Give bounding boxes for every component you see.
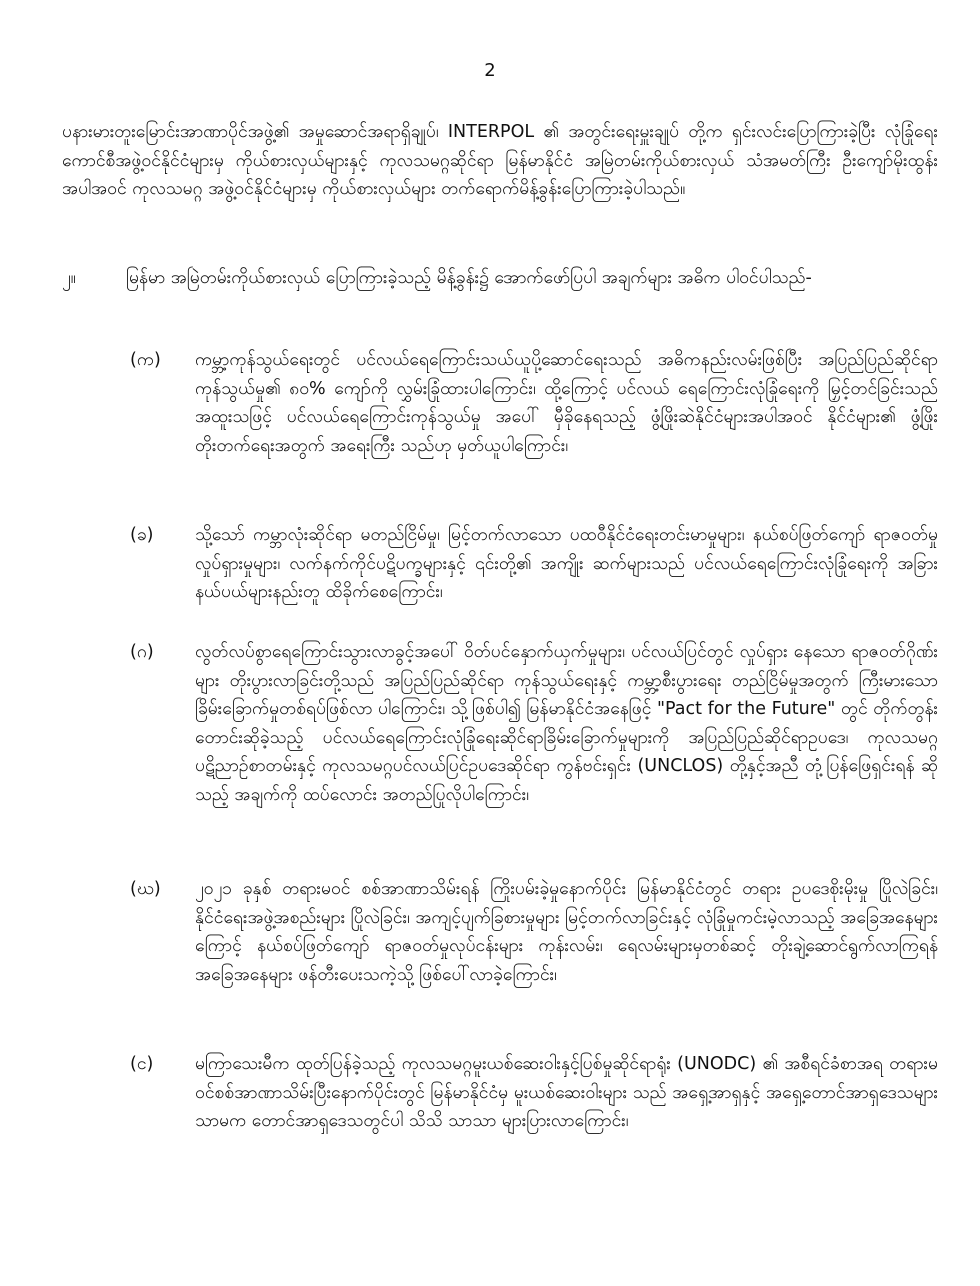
- list-item-text: လွတ်လပ်စွာရေကြောင်းသွားလာခွင့်အပေါ် ဝိတ်ပင်နှောက်ယှက်မှုများ၊ ပင်လယ်ပြင်တွင် လှုပ်ရှား နေသော ရာဇဝတ်ဂိုဏ်းများ တိုးပွားလာခြင်းတို့သည် အပြည်ပြည်ဆိုင်ရာ ကုန်သွယ်ရေးနှင့် ကမ္ဘာ့စီးပွားရေး တည်ငြိမ်မှုအတွက် ကြီးမားသော ခြိမ်းခြောက်မှုတစ်ရပ်ဖြစ်လာ ပါကြောင်း၊ သို့ဖြစ်ပါ၍ မြန်မာနိုင်ငံအနေဖြင့် "Pact for the Future" တွင် တိုက်တွန်းတောင်းဆိုခဲ့သည့် ပင်လယ်ရေကြောင်းလုံခြုံရေးဆိုင်ရာခြိမ်းခြောက်မှုများကို အပြည်ပြည်ဆိုင်ရာဥပဒေ၊ ကုလသမဂ္ဂ ပဋိညာဉ်စာတမ်းနှင့် ကုလသမဂ္ဂပင်လယ်ပြင်ဥပဒေဆိုင်ရာ ကွန်ဗင်းရှင်း (UNCLOS) တို့နှင့်အညီ တုံ့ပြန်ဖြေရှင်းရန် ဆိုသည့် အချက်ကို ထပ်လောင်း အတည်ပြုလိုပါကြောင်း၊: [195, 642, 938, 805]
- list-item-label: (ဃ): [130, 879, 161, 899]
- list-item-label: (ဂ): [130, 642, 154, 662]
- list-item-text: ကမ္ဘာ့ကုန်သွယ်ရေးတွင် ပင်လယ်ရေကြောင်းသယ်ယူပို့ဆောင်ရေးသည် အဓိကနည်းလမ်းဖြစ်ပြီး အပြည်ပြည်ဆိုင်ရာကုန်သွယ်မှု၏ ၈၀% ကျော်ကို လွှမ်းခြုံထားပါကြောင်း၊ ထို့ကြောင့် ပင်လယ် ရေကြောင်းလုံခြုံရေးကို မြှင့်တင်ခြင်းသည် အထူးသဖြင့် ပင်လယ်ရေကြောင်းကုန်သွယ်မှု အပေါ် မှီခိုနေရသည့် ဖွံ့ဖြိုးဆဲနိုင်ငံများအပါအဝင် နိုင်ငံများ၏ ဖွံ့ဖြိုးတိုးတက်ရေးအတွက် အရေးကြီး သည်ဟု မှတ်ယူပါကြောင်း၊: [195, 350, 938, 456]
- list-item-text: မကြာသေးမီက ထုတ်ပြန်ခဲ့သည့် ကုလသမဂ္ဂမူးယစ်ဆေးဝါးနှင့်ပြစ်မှုဆိုင်ရာရုံး (UNODC) ၏ အစီရင်ခံစာအရ တရားမဝင်စစ်အာဏာသိမ်းပြီးနောက်ပိုင်းတွင် မြန်မာနိုင်ငံမှ မူးယစ်ဆေးဝါးများ သည် အရှေ့အာရှနှင့် အရှေ့တောင်အာရှဒေသများသာမက တောင်အာရှဒေသတွင်ပါ သိသိ သာသာ များပြားလာကြောင်း၊: [195, 1054, 938, 1131]
- point-2-number: ၂။: [62, 268, 76, 288]
- list-item-text: ၂၀၂၁ ခုနှစ် တရားမဝင် စစ်အာဏာသိမ်းရန် ကြိုးပမ်းခဲ့မှုနောက်ပိုင်း မြန်မာနိုင်ငံတွင် တရား ဥပဒေစိုးမိုးမှု ပြိုလဲခြင်း၊ နိုင်ငံရေးအဖွဲ့အစည်းများ ပြိုလဲခြင်း၊ အကျင့်ပျက်ခြစားမှုများ မြင့်တက်လာခြင်းနှင့် လုံခြုံမှုကင်းမဲ့လာသည့် အခြေအနေများကြောင့် နယ်စပ်ဖြတ်ကျော် ရာဇဝတ်မှုလုပ်ငန်းများ ကုန်းလမ်း၊ ရေလမ်းများမှတစ်ဆင့် တိုးချဲ့ဆောင်ရွက်လာကြရန် အခြေအနေများ ဖန်တီးပေးသကဲ့သို့ ဖြစ်ပေါ်လာခဲ့ကြောင်း၊: [195, 879, 938, 985]
- list-item-label: (င): [130, 1054, 154, 1074]
- intro-paragraph: ပနားမားတူးမြောင်းအာဏာပိုင်အဖွဲ့၏ အမှုဆောင်အရာရှိချုပ်၊ INTERPOL ၏ အတွင်းရေးမှူးချုပ် တို့က ရှင်းလင်းပြောကြားခဲ့ပြီး လုံခြုံရေးကောင်စီအဖွဲ့ဝင်နိုင်ငံများမှ ကိုယ်စားလှယ်များနှင့် ကုလသမဂ္ဂဆိုင်ရာ မြန်မာနိုင်ငံ အမြဲတမ်းကိုယ်စားလှယ် သံအမတ်ကြီး ဦးကျော်မိုးထွန်း အပါအဝင် ကုလသမဂ္ဂ အဖွဲ့ဝင်နိုင်ငံများမှ ကိုယ်စားလှယ်များ တက်ရောက်မိန့်ခွန်းပြောကြားခဲ့ပါသည်။: [62, 122, 938, 199]
- page-number: 2: [484, 60, 496, 81]
- list-item-label: (ခ): [130, 525, 154, 545]
- list-item-text: သို့သော် ကမ္ဘာလုံးဆိုင်ရာ မတည်ငြိမ်မှု၊ မြင့်တက်လာသော ပထဝီနိုင်ငံရေးတင်းမာမှုများ၊ နယ်စပ်ဖြတ်ကျော် ရာဇဝတ်မှုလှုပ်ရှားမှုများ၊ လက်နက်ကိုင်ပဋိပက္ခများနှင့် ၎င်းတို့၏ အကျိုး ဆက်များသည် ပင်လယ်ရေကြောင်းလုံခြုံရေးကို အခြားနယ်ပယ်များနည်းတူ ထိခိုက်စေကြောင်း၊: [195, 525, 938, 602]
- point-2-text: မြန်မာ အမြဲတမ်းကိုယ်စားလှယ် ပြောကြားခဲ့သည့် မိန့်ခွန်း၌ အောက်ဖော်ပြပါ အချက်များ အဓိက ပါဝင်ပါသည်-: [126, 268, 812, 288]
- list-item-label: (က): [130, 350, 161, 370]
- point-2-paragraph: [62, 264, 938, 293]
